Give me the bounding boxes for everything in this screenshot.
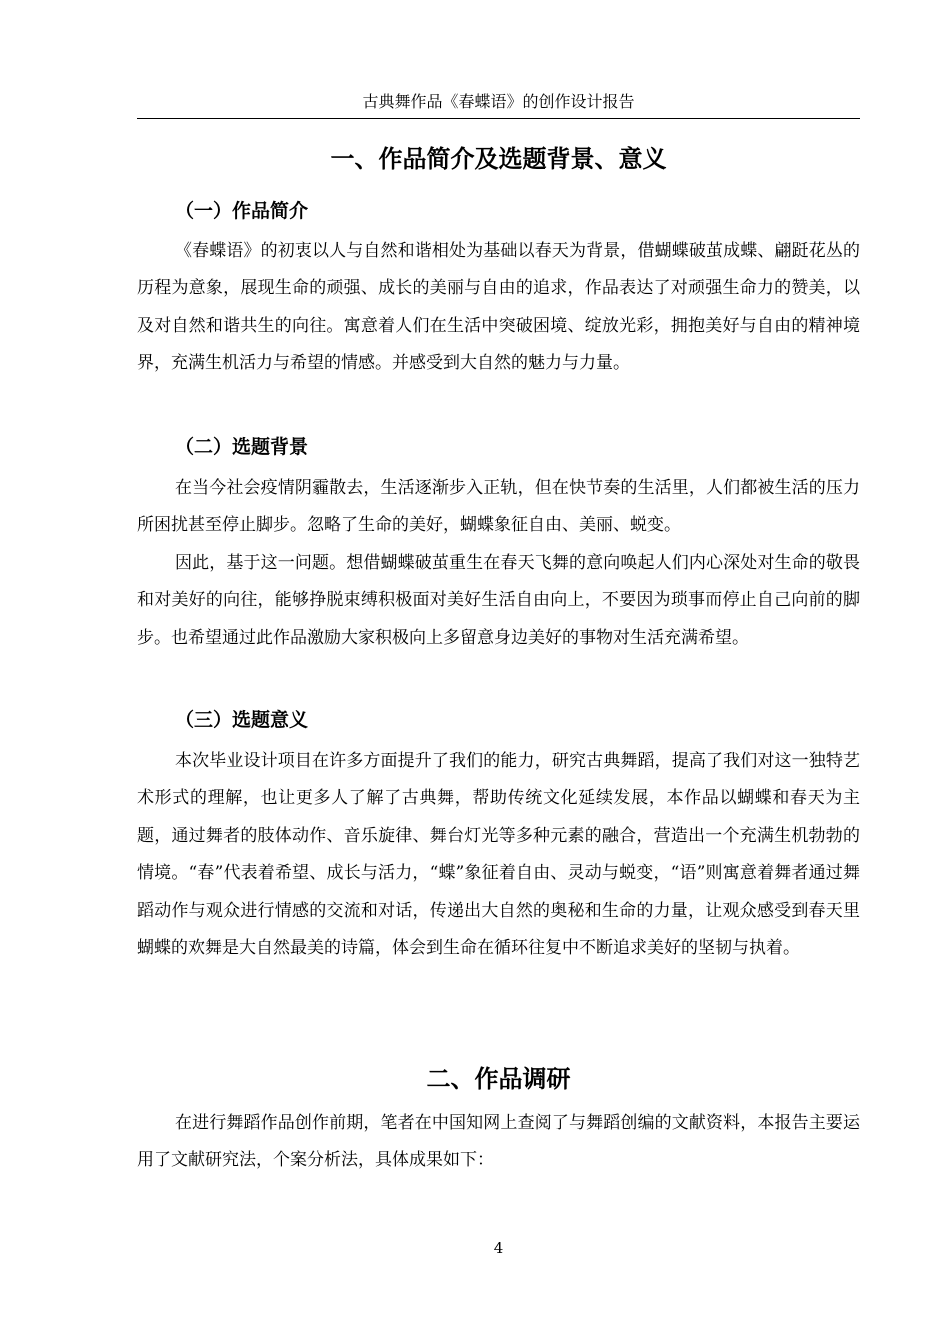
subsection-heading-background: （二）选题背景	[175, 436, 309, 458]
paragraph-research: 在进行舞蹈作品创作前期，笔者在中国知网上查阅了与舞蹈创编的文献资料，本报告主要运用了文献研究法，个案分析法，具体成果如下：	[137, 1113, 860, 1171]
paragraph-work-intro: 《春蝶语》的初衷以人与自然和谐相处为基础以春天为背景，借蝴蝶破茧成蝶、翩跹花丛的历程为意象，展现生命的顽强、成长的美丽与自由的追求，作品表达了对顽强生命力的赞美，以及对自然和谐共生的向往。寓意着人们在生活中突破困境、绽放光彩，拥抱美好与自由的精神境界，充满生机活力与希望的情感。并感受到大自然的魅力与力量。	[137, 241, 860, 374]
subsection-heading-work-intro: （一）作品简介	[175, 200, 309, 222]
page-number: 4	[493, 1239, 504, 1257]
running-header: 古典舞作品《春蝶语》的创作设计报告	[362, 92, 635, 111]
paragraph-background-2: 因此，基于这一问题。想借蝴蝶破茧重生在春天飞舞的意向唤起人们内心深处对生命的敬畏和对美好的向往，能够挣脱束缚积极面对美好生活自由向上，不要因为琐事而停止自己向前的脚步。也希望通过此作品激励大家积极向上多留意身边美好的事物对生活充满希望。	[137, 553, 860, 648]
header-rule	[137, 118, 860, 119]
section-heading-research: 二、作品调研	[426, 1065, 571, 1093]
paragraph-background-1: 在当今社会疫情阴霾散去，生活逐渐步入正轨，但在快节奏的生活里，人们都被生活的压力所困扰甚至停止脚步。忽略了生命的美好，蝴蝶象征自由、美丽、蜕变。	[137, 478, 860, 536]
section-heading-introduction: 一、作品简介及选题背景、意义	[330, 145, 667, 173]
subsection-heading-significance: （三）选题意义	[175, 709, 309, 731]
paragraph-significance: 本次毕业设计项目在许多方面提升了我们的能力，研究古典舞蹈，提高了我们对这一独特艺术形式的理解，也让更多人了解了古典舞，帮助传统文化延续发展，本作品以蝴蝶和春天为主题，通过舞者的肢体动作、音乐旋律、舞台灯光等多种元素的融合，营造出一个充满生机勃勃的情境。“春”代表着希望、成长与活力，“蝶”象征着自由、灵动与蜕变，“语”则寓意着舞者通过舞蹈动作与观众进行情感的交流和对话，传递出大自然的奥秘和生命的力量，让观众感受到春天里蝴蝶的欢舞是大自然最美的诗篇，体会到生命在循环往复中不断追求美好的坚韧与执着。	[137, 751, 860, 959]
